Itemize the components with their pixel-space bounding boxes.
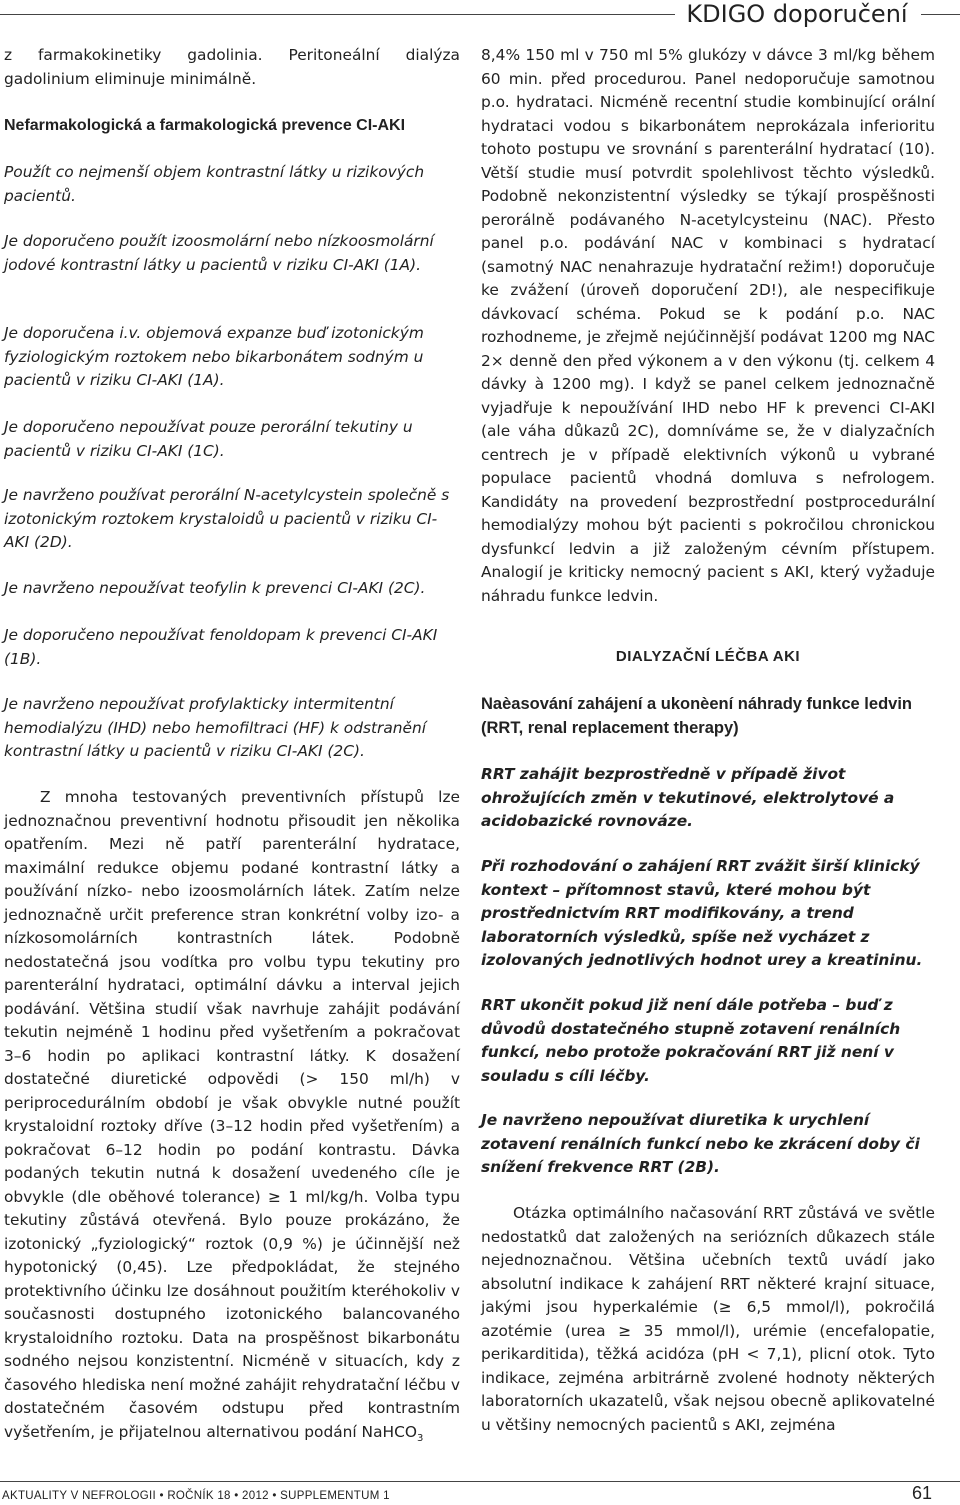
recommendation-3: Je doporučena i.v. objemová expanze buď izotonickým fyziologickým roztokem nebo bikarbonátem sodným u pacientů v riziku CI-AKI (1A).: [4, 324, 424, 389]
rrt-recommendation-1: RRT zahájit bezprostředně v případě život ohrožujících změn v tekutinové, elektrolytové a acidobazické rovnováze.: [481, 765, 895, 830]
body-paragraph: [4, 786, 460, 1450]
right-top-paragraph: 8,4% 150 ml v 750 ml 5% glukózy v dávce 3 ml/kg během 60 min. před procedurou. Panel nedoporučuje samotnou p.o. hydrataci. Nicméně recentní studie kombinující orální hydrataci vodou s bikarbonátem neprokázala inferioritu tohoto postupu ve srovnání s parenterální hydratací (10). Větší studie musí potvrdit spolehlivost těchto výsledků. Podobně nekonzistentní výsledky se týkají prospěšnosti perorálně podávaného N-acetylcysteinu (NAC). Přesto panel p.o. podávání NAC v kombinaci s hydratací (samotný NAC nenahrazuje hydratační režim!) doporučuje ke zvážení (úroveň doporučení 2D!), ale nespecifikuje dávkovací schéma. Pokud se k podání p.o. NAC rozhodneme, je zřejmě nejúčinnější podávat 1200 mg NAC 2× denně den před výkonem a v den výkonu (tj. celkem 4 dávky à 1200 mg). I když se panel celkem jednoznačně vyjadřuje k nepoužívání IHD nebo HF k prevenci CI-AKI (ale váha důkazů 2C), domníváme se, že v dialyzačních centrech je v případě elektivních výkonů u vybrané populace pacientů vhodná domluva s nefrologem. Kandidáty na provedení bezprostřední postprocedurální hemodialýzy mohou být pacienti s pokročilou chronickou dysfunkcí ledvin a již založeným cévním přístupem. Analogií je kriticky nemocný pacient s AKI, který vyžaduje náhradu funkce ledvin.: [481, 46, 935, 605]
page-number: 61: [912, 1483, 933, 1503]
body-text: Z mnoha testovaných preventivních přístupů lze jednoznačnou preventivní hodnotu přisoudit jen několika opatřením. Mezi ně patří parenterální hydratace, maximální redukce objemu podané kontrastní látky a používání nízko- nebo izoosmolárních látek. Zatím nelze jednoznačně určit preference stran konkrétní volby izo- a nízkosomolárních kontrastních látek. Podobně nedostatečná jsou vodítka pro volbu typu tekutiny pro parenterální hydrataci, optimální dávku a interval jejich podávání. Většina studií však navrhuje zahájit podávání tekutin nejméně 1 hodinu před vyšetřením a pokračovat 3–6 hodin po aplikaci kontrastní látky. K dosažení dostatečné diuretické odpovědi (> 150 ml/h) v periprocedurálním období je však obvykle nutné použít krystaloidní roztoky dříve (3–12 hodin před vyšetřením) a pokračovat 6–12 hodin po podání kontrastu. Dávka podaných tekutin nutná k dosažení uvedeného cíle je obvykle (dle oběhové tolerance) ≥ 1 ml/kg/h. Volba typu tekutiny zůstává otevřená. Bylo pouze prokázáno, že izotonický „fyziologický“ roztok (0,9 %) je účinnější než hypotonický (0,45). Lze předpokládat, že stejného protektivního účinku lze dosáhnout použitím kteréhokoliv v současnosti dostupného izotonického balancovaného krystaloidního roztoku. Data na prospěšnost bikarbonátu sodného nejsou konzistentní. Nicméně v situacích, kdy z časového hlediska není možné zahájit rehydratační léčbu v dostatečném časovém odstupu před kontrastním vyšetřením, je přijatelnou alternativou podání NaHCO: [4, 788, 460, 1441]
rrt-heading: Naèasování zahájení a ukonèení náhrady funkce ledvin (RRT, renal replacement therapy): [481, 695, 912, 737]
subscript: 3: [416, 1432, 424, 1444]
header-rule-right: [921, 14, 960, 15]
right-body-paragraph: Otázka optimálního načasování RRT zůstává ve světle nedostatků dat založených na seriózních důkazech stále nejednoznačnou. Většina učebních textů uvádí jako absolutní indikace k zahájení RRT některé krajní situace, jakými jsou hyperkalémie (≥ 6,5 mmol/l), pokročilá azotémie (urea ≥ 35 mmol/l), urémie (encefalopatie, perikarditida), těžká acidóza (pH < 7,1), plicní otok. Tyto indikace, zejména arbitrárně zvolené hodnoty některých laboratorních ukazatelů, však nejsou obecně aplikovatelné u většiny nemocných pacientů s AKI, zejména: [481, 1204, 935, 1434]
footer-journal: AKTUALITY V NEFROLOGII • ROČNÍK 18 • 2012 • SUPPLEMENTUM 1: [2, 1490, 390, 1502]
header-rule-left: [0, 14, 675, 15]
recommendation-5: Je navrženo používat perorální N-acetylcystein společně s izotonickým roztokem krystaloidů u pacientů v riziku CI-AKI (2D).: [4, 486, 450, 551]
rrt-recommendation-3: RRT ukončit pokud již není dále potřeba – buď z důvodů dostatečného stupně zotavení renálních funkcí, nebo protože pokračování RRT již není v souladu s cíli léčby.: [481, 996, 901, 1085]
section-heading: Nefarmakologická a farmakologická prevence CI-AKI: [4, 117, 406, 134]
section-title-dialysis: DIALYZAČNÍ LÉČBA AKI: [615, 648, 801, 665]
recommendation-8: Je navrženo nepoužívat profylakticky intermitentní hemodialýzu (IHD) nebo hemofiltraci (HF) k odstranění kontrastní látky u pacientů v riziku CI-AKI (2C).: [4, 695, 427, 760]
footer-rule: [0, 1481, 960, 1482]
recommendation-6: Je navrženo nepoužívat teofylin k prevenci CI-AKI (2C).: [4, 579, 426, 597]
rrt-recommendation-4: Je navrženo nepoužívat diuretika k urychlení zotavení renálních funkcí nebo ke zkrácení doby či snížení frekvence RRT (2B).: [481, 1111, 920, 1176]
recommendation-2: Je doporučeno použít izoosmolární nebo nízkoosmolární jodové kontrastní látky u pacientů v riziku CI-AKI (1A).: [4, 232, 434, 274]
recommendation-4: Je doporučeno nepoužívat pouze perorální tekutiny u pacientů v riziku CI-AKI (1C).: [4, 418, 413, 460]
intro-paragraph: z farmakokinetiky gadolinia. Peritoneální dialýza gadolinium eliminuje minimálně.: [4, 46, 460, 88]
recommendation-1: Použít co nejmenší objem kontrastní látky u rizikových pacientů.: [4, 163, 425, 205]
rrt-recommendation-2: Při rozhodování o zahájení RRT zvážit širší klinický kontext – přítomnost stavů, které mohou být prostřednictvím RRT modifikovány, a trend laboratorních výsledků, spíše než vycházet z izolovaných jednotlivých hodnot urey a kreatininu.: [481, 857, 923, 969]
recommendation-7: Je doporučeno nepoužívat fenoldopam k prevenci CI-AKI (1B).: [4, 626, 438, 668]
header-title: KDIGO doporučení: [686, 0, 908, 28]
